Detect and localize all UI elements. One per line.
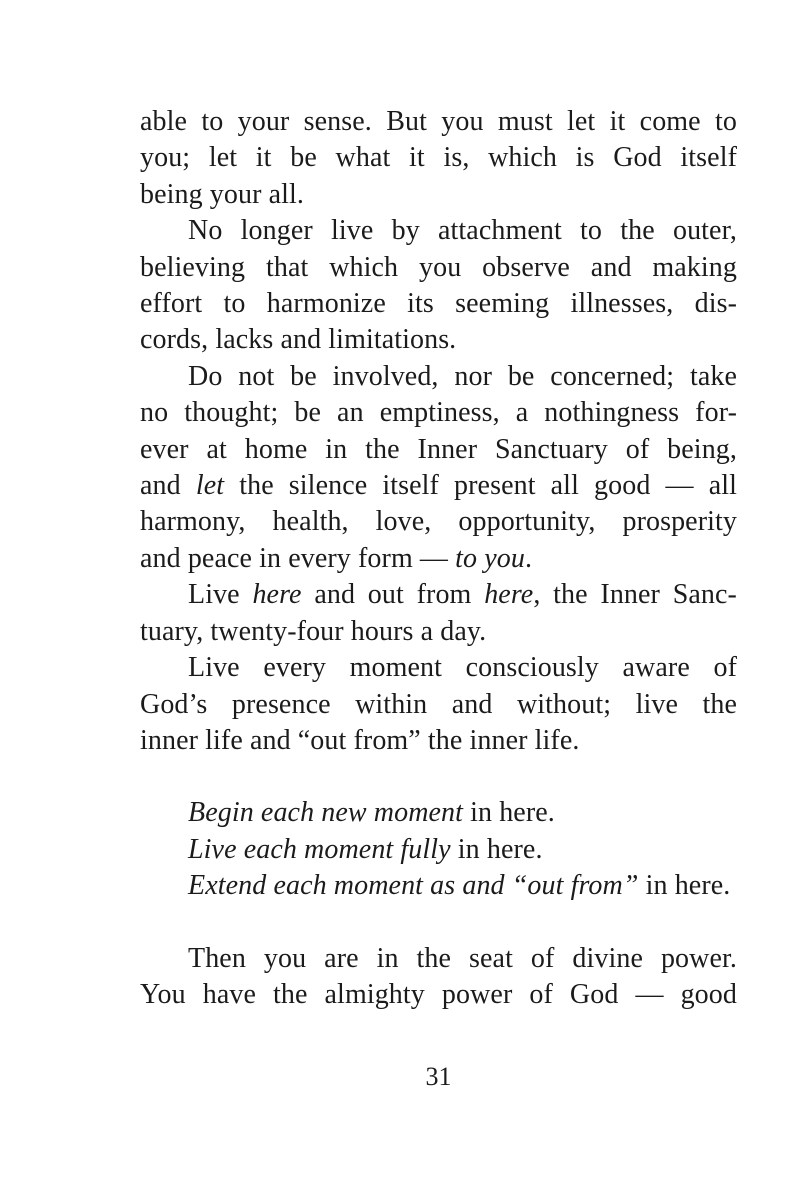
body-text: Then you are in the seat of divine power. xyxy=(188,942,737,974)
body-text: in here. xyxy=(638,870,731,902)
text-line xyxy=(140,504,737,540)
text-line xyxy=(140,795,737,831)
body-text: . xyxy=(524,542,533,574)
italic-text: to you xyxy=(455,542,525,574)
body-text: you; let it be what it is, which is God itself xyxy=(140,142,737,174)
body-text: in here. xyxy=(450,833,543,865)
text-line xyxy=(140,687,737,723)
body-text: in here. xyxy=(463,797,555,829)
text-line xyxy=(140,140,737,176)
text-line xyxy=(140,177,737,213)
text-line xyxy=(140,868,737,904)
body-text: Do not be involved, nor be concerned; take xyxy=(188,360,737,392)
text-line xyxy=(140,614,737,650)
body-text: cords, lacks and limitations. xyxy=(140,324,457,356)
text-line xyxy=(140,213,737,249)
body-text: , the Inner Sanc- xyxy=(533,579,737,611)
text-line xyxy=(140,977,737,1013)
body-text: inner life and “out from” the inner life. xyxy=(140,724,580,756)
italic-text: Live each moment fully xyxy=(188,833,451,865)
text-line xyxy=(140,832,737,868)
text-line xyxy=(140,395,737,431)
text-line xyxy=(140,432,737,468)
body-text: being your all. xyxy=(140,178,305,210)
body-text: and peace in every form — xyxy=(140,542,456,574)
italic-text: here xyxy=(484,579,534,611)
text-line xyxy=(140,468,737,504)
body-text: and xyxy=(140,470,196,502)
text-line xyxy=(140,941,737,977)
text-line xyxy=(140,322,737,358)
body-text: effort to harmonize its seeming illnesses, dis- xyxy=(140,288,737,320)
text-block xyxy=(140,104,737,1013)
italic-text: let xyxy=(195,470,225,502)
body-text: harmony, health, love, opportunity, prosperity xyxy=(140,506,737,538)
body-text: Live xyxy=(188,579,253,611)
italic-text: Extend each moment as and “out from” xyxy=(188,870,639,902)
italic-text: Begin each new moment xyxy=(188,797,464,829)
body-text: the silence itself present all good — all xyxy=(224,470,738,502)
text-line xyxy=(140,104,737,140)
body-text: and out from xyxy=(301,579,485,611)
page-number: 31 xyxy=(425,1062,452,1091)
body-text: tuary, twenty-four hours a day. xyxy=(140,615,487,647)
body-text: no thought; be an emptiness, a nothingness for- xyxy=(140,397,737,429)
body-text: ever at home in the Inner Sanctuary of being, xyxy=(140,433,737,465)
italic-text: here xyxy=(252,579,302,611)
body-text: Live every moment consciously aware of xyxy=(188,652,737,684)
body-text: able to your sense. But you must let it come to xyxy=(140,106,737,137)
text-line xyxy=(140,286,737,322)
text-line xyxy=(140,650,737,686)
text-line xyxy=(140,723,737,759)
text-line xyxy=(140,250,737,286)
body-text: God’s presence within and without; live the xyxy=(140,688,737,720)
body-text: You have the almighty power of God — good xyxy=(140,978,737,1010)
body-text: believing that which you observe and making xyxy=(140,251,737,283)
text-line xyxy=(140,359,737,395)
body-text: No longer live by attachment to the outer, xyxy=(188,215,737,247)
text-line xyxy=(140,577,737,613)
text-line xyxy=(140,541,737,577)
